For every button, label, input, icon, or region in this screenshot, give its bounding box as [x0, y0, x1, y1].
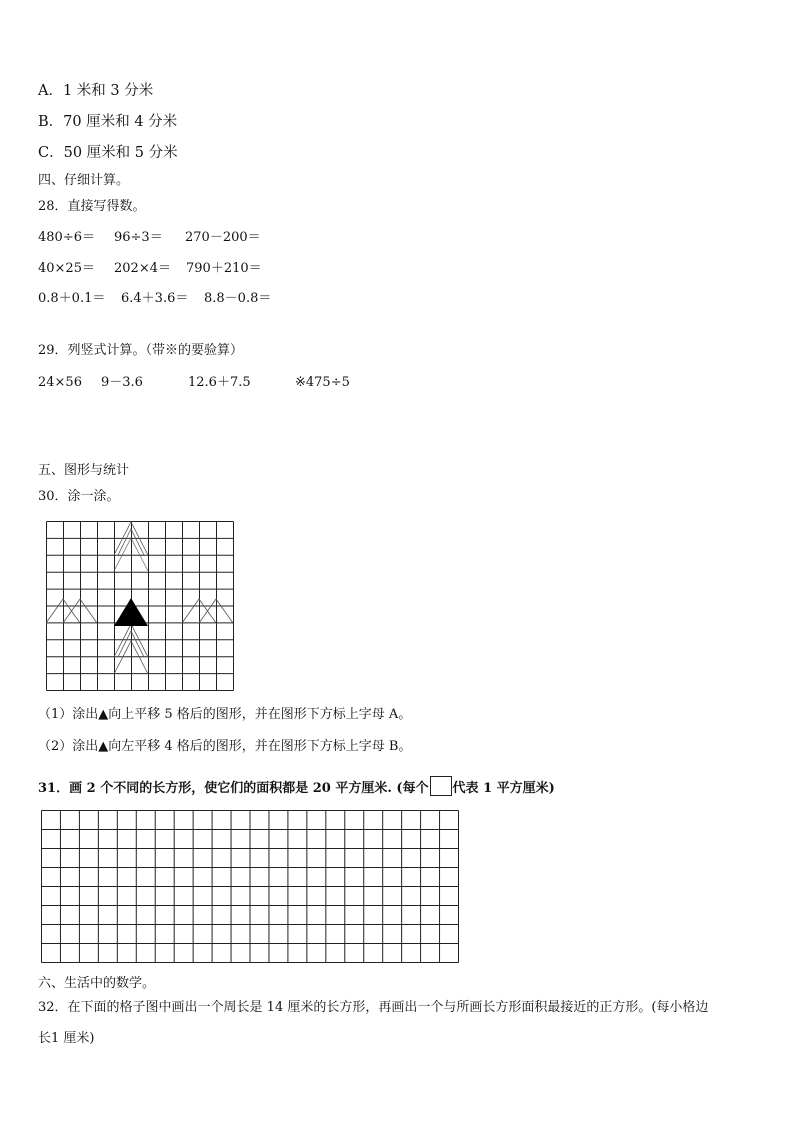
q29-item: ※475÷5: [295, 375, 350, 390]
q31-title: [38, 776, 555, 796]
q28-item: 8.8－0.8＝: [204, 291, 272, 306]
q29-item: 12.6＋7.5: [188, 375, 251, 390]
choice-c: C．50 厘米和 5 分米: [38, 145, 178, 161]
q28-title: 28．直接写得数。: [38, 199, 146, 214]
q28-item: 480÷6＝: [38, 230, 95, 245]
choice-a: A．1 米和 3 分米: [38, 83, 154, 99]
q29-item: 9－3.6: [101, 375, 143, 390]
q31-title-suffix: 代表 1 平方厘米): [452, 781, 555, 796]
q30-faint-triangle-right: [182, 599, 233, 623]
q30-title: 30．涂一涂。: [38, 489, 120, 504]
q28-item: 6.4＋3.6＝: [121, 291, 189, 306]
section-5-title: 五、图形与统计: [38, 463, 130, 478]
q28-item: 0.8＋0.1＝: [38, 291, 106, 306]
q28-item: 96÷3＝: [114, 230, 163, 245]
q28-item: 270－200＝: [185, 230, 261, 245]
q28-item: 202×4＝: [114, 261, 171, 276]
q28-item: 790＋210＝: [186, 261, 262, 276]
q32-line2: 长1 厘米): [38, 1031, 95, 1046]
q30-sub1: （1）涂出▲向上平移 5 格后的图形，并在图形下方标上字母 A。: [38, 707, 412, 722]
section-6-title: 六、生活中的数学。: [38, 976, 156, 991]
q30-sub2: （2）涂出▲向左平移 4 格后的图形，并在图形下方标上字母 B。: [38, 739, 412, 754]
choice-b: B．70 厘米和 4 分米: [38, 114, 178, 130]
q28-item: 40×25＝: [38, 261, 95, 276]
q29-item: 24×56: [38, 375, 82, 390]
q30-grid: [46, 521, 236, 692]
q30-faint-triangle-left: [46, 599, 97, 623]
section-4-title: 四、仔细计算。: [38, 173, 130, 188]
q31-title-prefix: 31．画 2 个不同的长方形，使它们的面积都是 20 平方厘米. (每个: [38, 781, 429, 796]
unit-square-icon: [430, 776, 452, 796]
q29-title: 29．列竖式计算。（带※的要验算）: [38, 343, 244, 358]
triangle-shape: [114, 598, 148, 626]
q32-line1: 32．在下面的格子图中画出一个周长是 14 厘米的长方形，再画出一个与所画长方形面积最接近的正方形。(每小格边: [38, 1000, 709, 1015]
q31-grid: [41, 810, 459, 963]
